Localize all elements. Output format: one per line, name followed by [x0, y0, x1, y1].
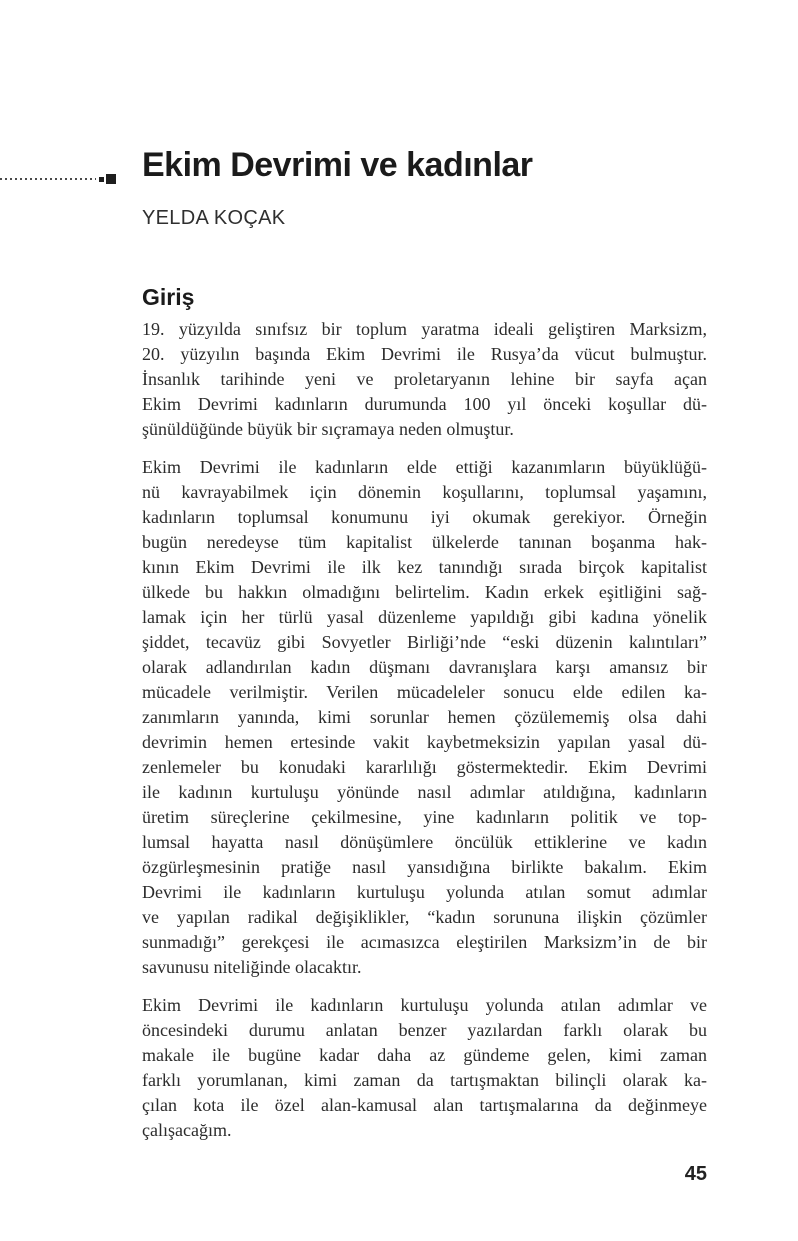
text-line: kının Ekim Devrimi ile ilk kez tanındığı sırada birçok kapitalist	[142, 557, 707, 577]
text-line: Ekim Devrimi ile kadınların kurtuluşu yolunda atılan adımlar ve	[142, 995, 707, 1015]
text-line: 19. yüzyılda sınıfsız bir toplum yaratma ideali geliştiren Marksizm,	[142, 319, 707, 339]
text-line: sunmadığı” gerekçesi ile acımasızca eleştirilen Marksizm’in de bir	[142, 932, 707, 952]
article-body	[142, 283, 707, 1143]
text-line: 20. yüzyılın başında Ekim Devrimi ile Rusya’da vücut bulmuştur.	[142, 344, 707, 364]
text-line: özgürleşmesinin pratiğe nasıl yansıdığına birlikte bakalım. Ekim	[142, 857, 707, 877]
text-line: devrimin hemen ertesinde vakit kaybetmeksizin yapılan yasal dü-	[142, 732, 707, 752]
text-line: Devrimi ile kadınların kurtuluşu yolunda atılan somut adımlar	[142, 882, 707, 902]
chapter-title: Ekim Devrimi ve kadınlar	[142, 146, 533, 184]
text-line: Ekim Devrimi kadınların durumunda 100 yıl önceki koşullar dü-	[142, 394, 707, 414]
page-number: 45	[684, 1163, 707, 1185]
section-heading: Giriş	[142, 284, 195, 310]
large-square-marker	[106, 174, 116, 184]
text-line: ve yapılan radikal değişiklikler, “kadın sorununa ilişkin çözümler	[142, 907, 707, 927]
text-line: farklı yorumlanan, kimi zaman da tartışmaktan bilinçli olarak ka-	[142, 1070, 707, 1090]
text-line: savunusu niteliğinde olacaktır.	[142, 957, 362, 977]
text-line: çılan kota ile özel alan-kamusal alan tartışmalarına da değinmeye	[142, 1095, 707, 1115]
text-line: ile kadının kurtuluşu yönünde nasıl adımlar atıldığına, kadınların	[142, 782, 707, 802]
text-line: bugün neredeyse tüm kapitalist ülkelerde tanınan boşanma hak-	[142, 532, 707, 552]
text-line: zenlemeler bu konudaki kararlılığı göstermektedir. Ekim Devrimi	[142, 757, 707, 777]
text-line: İnsanlık tarihinde yeni ve proletaryanın lehine bir sayfa açan	[142, 369, 707, 389]
text-line: mücadele verilmiştir. Verilen mücadeleler sonucu elde edilen ka-	[142, 682, 707, 702]
text-line: şünüldüğünde büyük bir sıçramaya neden olmuştur.	[142, 419, 514, 439]
dotted-rule	[0, 178, 96, 180]
paragraph	[142, 455, 707, 980]
text-line: lumsal hayatta nasıl dönüşümlere öncülük ettiklerine ve kadın	[142, 832, 707, 852]
text-line: Ekim Devrimi ile kadınların elde ettiği kazanımların büyüklüğü-	[142, 457, 707, 477]
text-line: öncesindeki durumu anlatan benzer yazılardan farklı olarak bu	[142, 1020, 707, 1040]
text-line: makale ile bugüne kadar daha az gündeme gelen, kimi zaman	[142, 1045, 707, 1065]
paragraph	[142, 317, 707, 442]
text-line: kadınların toplumsal konumunu iyi okumak gerekiyor. Örneğin	[142, 507, 707, 527]
text-line: şiddet, tecavüz gibi Sovyetler Birliği’nde “eski düzenin kalıntıları”	[142, 632, 707, 652]
author-name: YELDA KOÇAK	[142, 207, 286, 229]
text-line: üretim süreçlerine çekilmesine, yine kadınların politik ve top-	[142, 807, 707, 827]
text-line: nü kavrayabilmek için dönemin koşullarını, toplumsal yaşamını,	[142, 482, 707, 502]
paragraph	[142, 993, 707, 1143]
text-line: çalışacağım.	[142, 1120, 232, 1140]
text-line: olarak adlandırılan kadın düşmanı davranışlara karşı amansız bir	[142, 657, 707, 677]
paragraphs	[142, 317, 707, 1143]
text-line: lamak için her türlü yasal düzenleme yapıldığı gibi kadına yönelik	[142, 607, 707, 627]
text-line: ülkede bu hakkın olmadığını belirtelim. Kadın erkek eşitliğini sağ-	[142, 582, 707, 602]
text-line: zanımların yanında, kimi sorunlar hemen çözülememiş olsa dahi	[142, 707, 707, 727]
small-square-marker	[99, 177, 104, 182]
